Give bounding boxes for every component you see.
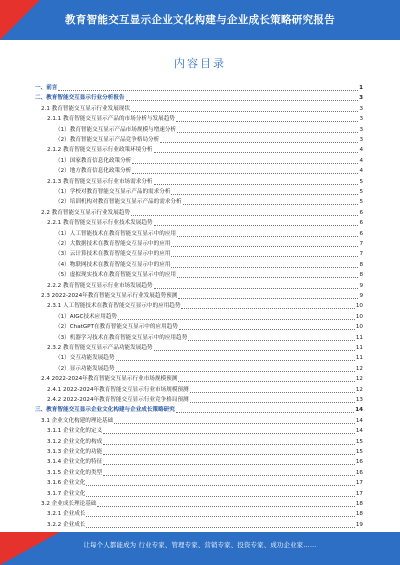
toc-entry-page: 7	[359, 241, 363, 247]
toc-entry-label: 2.2 教育智能交互显示行业发展趋势	[41, 209, 130, 216]
toc-leader-dots	[118, 319, 355, 320]
toc-entry-label: （1）AIGC技术应用趋势	[55, 313, 118, 320]
toc-entry-page: 6	[359, 220, 363, 227]
toc-entry-label: 3.1.6 企业文化	[47, 480, 86, 487]
toc-entry[interactable]	[47, 282, 363, 290]
toc-entry[interactable]	[55, 240, 363, 248]
toc-entry-page: 14	[355, 407, 363, 414]
toc-entry[interactable]	[47, 115, 363, 123]
toc-entry-page: 9	[359, 282, 363, 289]
toc-leader-dots	[154, 152, 359, 153]
toc-leader-dots	[86, 527, 354, 528]
toc-leader-dots	[116, 360, 355, 361]
toc-entry-page: 3	[359, 95, 363, 102]
toc-entry-label: 一、前言	[35, 85, 58, 91]
toc-entry[interactable]	[55, 323, 363, 331]
toc-entry[interactable]	[47, 178, 363, 186]
toc-leader-dots	[181, 308, 354, 309]
toc-entry-page: 8	[359, 272, 363, 279]
toc-leader-dots	[131, 215, 358, 216]
toc-entry[interactable]	[47, 469, 363, 477]
toc-entry-page: 5	[359, 189, 363, 195]
toc-leader-dots	[160, 142, 358, 143]
toc-entry-page: 11	[355, 334, 363, 341]
toc-entry-label: 2.2.1 教育智能交互显示行业技术发展趋势	[47, 220, 153, 227]
toc-entry-page: 3	[359, 105, 363, 112]
toc-entry[interactable]	[41, 500, 363, 508]
toc-entry-label: （4）物联网技术在教育智能交互显示中的应用	[55, 261, 171, 268]
toc-entry[interactable]	[47, 146, 363, 154]
toc-entry-label: 3.1.5 企业文化的类型	[47, 469, 103, 476]
toc-entry-label: （1）人工智能技术在教育智能交互显示中的应用	[55, 230, 177, 237]
toc-entry-label: 三、教育智能交互显示企业文化构建与企业成长策略研究	[35, 407, 175, 414]
toc-leader-dots	[103, 444, 355, 445]
toc-entry-page: 6	[359, 209, 363, 216]
toc-entry[interactable]	[55, 261, 363, 269]
toc-leader-dots	[176, 412, 354, 413]
toc-entry[interactable]	[47, 458, 363, 466]
toc-entry[interactable]	[41, 375, 363, 383]
toc-entry[interactable]	[41, 105, 363, 113]
toc-entry-label: 3.1.1 企业文化的定义	[47, 428, 103, 435]
toc-entry[interactable]	[35, 406, 363, 414]
toc-entry[interactable]	[55, 188, 363, 196]
toc-leader-dots	[86, 516, 354, 517]
toc-leader-dots	[177, 277, 358, 278]
toc-leader-dots	[154, 225, 359, 226]
toc-entry-page: 14	[355, 428, 363, 435]
toc-entry-page: 16	[355, 469, 363, 476]
toc-entry-page: 5	[359, 199, 363, 206]
toc-leader-dots	[116, 371, 355, 372]
toc-entry-label: 2.4.2 2022-2024年教育智能交互显示行业竞争格局预测	[47, 397, 189, 403]
toc-entry-page: 18	[355, 501, 363, 507]
toc-heading: 内容目录	[174, 57, 226, 70]
toc-entry[interactable]	[41, 292, 363, 300]
toc-leader-dots	[177, 132, 358, 133]
toc-entry[interactable]	[35, 94, 363, 102]
toc-leader-dots	[190, 392, 355, 393]
toc-entry-label: 2.4 2022-2024年教育智能交互显示行业市场规模预测	[41, 376, 178, 383]
toc-entry[interactable]	[55, 354, 363, 362]
toc-entry-label: 3.1.3 企业文化的功能	[47, 449, 103, 455]
toc-leader-dots	[103, 475, 355, 476]
toc-entry[interactable]	[41, 417, 363, 425]
toc-entry-page: 17	[355, 490, 363, 497]
toc-entry-page: 9	[359, 293, 363, 299]
toc-entry-label: 2.2.2 教育智能交互显示行业市场发展趋势	[47, 282, 153, 289]
toc-entry-page: 3	[359, 126, 363, 133]
toc-entry[interactable]	[55, 126, 363, 134]
toc-entry-page: 4	[359, 168, 363, 175]
toc-entry-label: 3.1.4 企业文化的特征	[47, 459, 103, 466]
toc-leader-dots	[171, 194, 358, 195]
toc-entry-page: 5	[359, 178, 363, 185]
toc-entry-label: （2）地方教育信息化政策分析	[55, 168, 132, 175]
toc-entry-label: （1）教育智能交互显示产品市场规模与增速分析	[55, 126, 177, 133]
toc-entry-page: 3	[359, 116, 363, 123]
toc-leader-dots	[132, 163, 358, 164]
toc-entry-page: 4	[359, 147, 363, 154]
toc-leader-dots	[131, 111, 358, 112]
toc-entry-label: （3）云计算技术在教育智能交互显示中的应用	[55, 251, 171, 258]
toc-entry-page: 4	[359, 157, 363, 164]
toc-entry-label: （1）国家教育信息化政策分析	[55, 157, 132, 164]
toc-entry-label: 3.2.2 企业成长	[47, 521, 86, 528]
toc-entry-label: 2.1.3 教育智能交互显示行业市场需求分析	[47, 178, 153, 185]
toc-entry-label: 3.1 企业文化构建的理论基础	[41, 417, 114, 424]
toc-entry[interactable]	[47, 479, 363, 487]
toc-entry[interactable]	[55, 334, 363, 342]
toc-leader-dots	[86, 496, 354, 497]
toc-entry-page: 12	[355, 376, 363, 383]
toc-leader-dots	[97, 506, 354, 507]
toc-leader-dots	[171, 256, 358, 257]
toc-leader-dots	[190, 402, 355, 403]
toc-leader-dots	[176, 121, 359, 122]
toc-leader-dots	[171, 246, 358, 247]
toc-entry-label: 2.1.1 教育智能交互显示产品的市场分析与发展趋势	[47, 116, 175, 123]
toc-entry-page: 10	[355, 324, 363, 331]
toc-entry-page: 1	[359, 85, 363, 91]
toc-leader-dots	[154, 350, 355, 351]
toc-entry-page: 17	[355, 480, 363, 487]
toc-entry[interactable]	[47, 344, 363, 352]
toc-entry-page: 15	[355, 438, 363, 445]
toc-entry[interactable]	[47, 510, 363, 518]
toc-entry-label: 2.1.2 教育智能交互显示行业政策环境分析	[47, 147, 153, 154]
toc-leader-dots	[179, 329, 355, 330]
toc-entry-label: 3.1.7 企业文化	[47, 490, 86, 497]
toc-leader-dots	[178, 298, 358, 299]
toc-entry-page: 12	[355, 365, 363, 372]
toc-entry-label: （5）虚拟现实技术在教育智能交互显示中的应用	[55, 272, 177, 279]
toc-leader-dots	[154, 184, 359, 185]
document-title: 教育智能交互显示企业文化构建与企业成长策略研究报告	[65, 14, 335, 26]
toc-entry-page: 10	[355, 303, 363, 310]
toc-entry-page: 10	[355, 313, 363, 320]
toc-entry-page: 3	[359, 137, 363, 143]
toc-leader-dots	[86, 485, 354, 486]
toc-entry[interactable]	[55, 365, 363, 373]
toc-entry[interactable]	[55, 157, 363, 165]
toc-leader-dots	[103, 464, 355, 465]
toc-entry-label: （2）教育智能交互显示产品竞争格局分析	[55, 137, 160, 143]
toc-entry-page: 19	[355, 521, 363, 528]
toc-entry-label: 2.4.1 2022-2024年教育智能交互显示行业市场规模预测	[47, 386, 189, 393]
toc-entry-label: 2.3.2 教育智能交互显示产品功能发展趋势	[47, 345, 153, 351]
toc-entry-page: 8	[359, 261, 363, 268]
toc-entry[interactable]	[47, 438, 363, 446]
toc-entry[interactable]	[41, 209, 363, 217]
toc-entry-page: 11	[355, 345, 363, 351]
toc-leader-dots	[183, 204, 359, 205]
toc-entry-label: （2）ChatGPT在教育智能交互显示中的应用趋势	[55, 324, 178, 331]
toc-leader-dots	[103, 433, 355, 434]
toc-entry-label: 3.2 企业成长理论基础	[41, 501, 97, 507]
toc-entry[interactable]	[35, 84, 363, 92]
toc-entry-page: 6	[359, 230, 363, 237]
toc-entry-page: 11	[355, 355, 363, 362]
table-of-contents	[35, 84, 363, 534]
toc-entry-page: 7	[359, 251, 363, 258]
toc-entry-label: 2.3.1 人工智能技术在教育智能交互显示中的应用趋势	[47, 303, 181, 310]
toc-leader-dots	[188, 340, 355, 341]
toc-entry-label: （2）培训机构对教育智能交互显示产品的需求分析	[55, 199, 182, 206]
toc-entry-label: （3）机器学习技术在教育智能交互显示中的应用趋势	[55, 334, 188, 341]
toc-entry-page: 13	[355, 397, 363, 403]
toc-leader-dots	[132, 173, 358, 174]
toc-entry-label: （1）学校对教育智能交互显示产品的需求分析	[55, 189, 171, 195]
toc-leader-dots	[114, 423, 355, 424]
toc-entry-label: （2）显示功能发展趋势	[55, 365, 115, 372]
toc-entry[interactable]	[47, 386, 363, 394]
toc-entry-label: （1）交互功能发展趋势	[55, 355, 115, 362]
toc-entry[interactable]	[55, 230, 363, 238]
toc-entry-label: 二、教育智能交互显示行业分析报告	[35, 95, 125, 102]
toc-entry-page: 16	[355, 459, 363, 466]
toc-entry[interactable]	[55, 167, 363, 175]
toc-entry[interactable]	[47, 490, 363, 498]
toc-leader-dots	[58, 90, 358, 91]
toc-leader-dots	[178, 381, 355, 382]
toc-entry-label: 3.2.1 企业成长	[47, 511, 86, 518]
toc-entry[interactable]	[55, 198, 363, 206]
toc-entry[interactable]	[47, 427, 363, 435]
toc-leader-dots	[177, 236, 358, 237]
toc-entry-page: 18	[355, 511, 363, 518]
toc-entry[interactable]	[47, 302, 363, 310]
toc-entry-label: （2）大数据技术在教育智能交互显示中的应用	[55, 241, 171, 247]
toc-entry[interactable]	[55, 271, 363, 279]
toc-entry[interactable]	[55, 136, 363, 144]
toc-entry[interactable]	[47, 219, 363, 227]
toc-leader-dots	[171, 267, 358, 268]
toc-leader-dots	[126, 100, 359, 101]
toc-leader-dots	[103, 454, 355, 455]
footer-slogan: 让每个人都能成为 行业专家、管理专家、营销专家、投资专家、成功企业家……	[83, 541, 317, 549]
toc-entry[interactable]	[55, 250, 363, 258]
toc-entry-label: 2.1 教育智能交互显示行业发展现状	[41, 105, 130, 112]
toc-entry-page: 15	[355, 449, 363, 455]
toc-entry-label: 3.1.2 企业文化的构成	[47, 438, 103, 445]
toc-entry[interactable]	[55, 313, 363, 321]
toc-leader-dots	[154, 288, 359, 289]
toc-entry-page: 14	[355, 417, 363, 424]
toc-entry-page: 12	[355, 386, 363, 393]
toc-entry[interactable]	[47, 396, 363, 404]
toc-entry[interactable]	[47, 448, 363, 456]
toc-entry-label: 2.3 2022-2024年教育智能交互显示行业发展趋势预测	[41, 293, 178, 299]
toc-entry[interactable]	[47, 521, 363, 529]
